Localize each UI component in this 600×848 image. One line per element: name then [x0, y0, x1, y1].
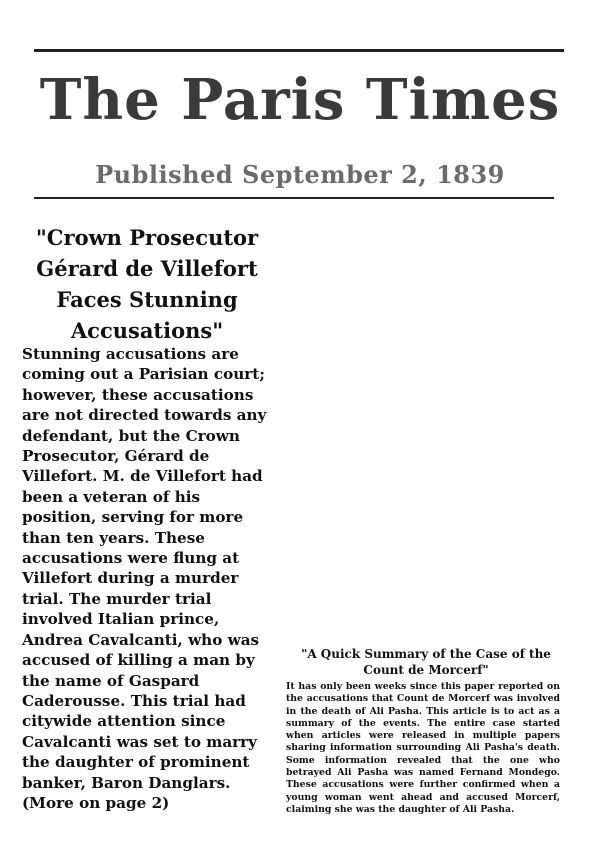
main-article-body: Stunning accusations are coming out a Parisian court; however, these accusations are not directed towards any defendant, but the Crown Prosecutor, Gérard de Villefort. M. de Villefort had been a veteran of his position, serving for more than ten years. These accusations were flung at Villefort during a murder trial. The murder trial involved Italian prince, Andrea Cavalcanti, who was accused of killing a man by the name of Gaspard Caderousse. This trial had citywide attention since Cavalcanti was set to marry the daughter of prominent banker, Baron Danglars. (More on page 2)	[22, 345, 267, 812]
newspaper-title: The Paris Times	[39, 67, 561, 133]
masthead-top-rule	[34, 49, 564, 52]
side-article-body: It has only been weeks since this paper reported on the accusations that Count de Morcerf was involved in the death of Ali Pasha. This article is to act as a summary of the events. The entire case started when articles were released in multiple papers sharing information surrounding Ali Pasha's death. Some information revealed that the one who betrayed Ali Pasha was named Fernand Mondego. These accusations were further confirmed when a young woman went ahead and accused Morcerf, claiming she was the daughter of Ali Pasha.	[286, 681, 560, 815]
main-article-headline: "Crown Prosecutor Gérard de Villefort Faces Stunning Accusations"	[35, 225, 259, 343]
publication-date: Published September 2, 1839	[95, 160, 505, 189]
masthead-bottom-rule	[34, 197, 554, 199]
side-article-headline: "A Quick Summary of the Case of the Count de Morcerf"	[301, 647, 551, 677]
